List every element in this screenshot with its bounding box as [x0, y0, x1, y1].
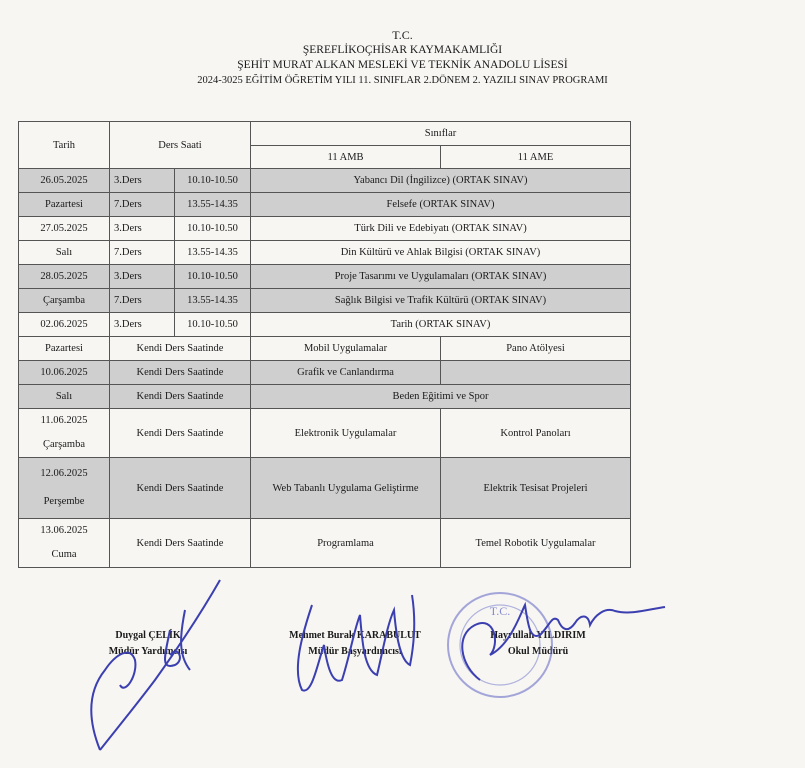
slot-cell: Kendi Ders Saatinde — [110, 385, 251, 409]
day-cell: Salı — [19, 241, 110, 265]
ame-exam-cell: Pano Atölyesi — [441, 337, 631, 361]
date-cell: 02.06.2025 — [19, 313, 110, 337]
time-cell: 13.55-14.35 — [175, 193, 251, 217]
day-cell: Salı — [19, 385, 110, 409]
ame-exam-cell: Kontrol Panoları — [441, 409, 631, 458]
exam-cell: Sağlık Bilgisi ve Trafik Kültürü (ORTAK SINAV) — [251, 289, 631, 313]
header-district: ŞEREFLİKOÇHİSAR KAYMAKAMLIĞI — [302, 44, 503, 56]
table-row — [19, 241, 631, 265]
document-header — [0, 28, 805, 88]
table-row — [19, 458, 631, 519]
header-program-title: 2024-3025 EĞİTİM ÖĞRETİM YILI 11. SINIFLAR 2.DÖNEM 2. YAZILI SINAV PROGRAMI — [197, 75, 608, 86]
signatory-name: Duygal ÇELİK — [115, 630, 181, 641]
time-cell: 13.55-14.35 — [175, 241, 251, 265]
slot-cell: Kendi Ders Saatinde — [110, 409, 251, 458]
period-cell: 7.Ders — [110, 193, 175, 217]
table-row — [19, 519, 631, 568]
header-tarih: Tarih — [19, 122, 110, 169]
table-row — [19, 313, 631, 337]
ame-exam-cell: Elektrik Tesisat Projeleri — [441, 458, 631, 519]
slot-cell: Kendi Ders Saatinde — [110, 458, 251, 519]
exam-cell: Türk Dili ve Edebiyatı (ORTAK SINAV) — [251, 217, 631, 241]
time-cell: 10.10-10.50 — [175, 265, 251, 289]
signature-3-ink — [440, 585, 670, 705]
time-cell: 10.10-10.50 — [175, 169, 251, 193]
exam-cell: Proje Tasarımı ve Uygulamaları (ORTAK SINAV) — [251, 265, 631, 289]
signature-1-ink — [60, 575, 240, 760]
period-cell: 3.Ders — [110, 169, 175, 193]
time-cell: 13.55-14.35 — [175, 289, 251, 313]
amb-exam-cell: Programlama — [251, 519, 441, 568]
signatory-title: Müdür Yardımcısı — [108, 646, 188, 657]
exam-schedule-table — [18, 121, 631, 568]
day-cell: Pazartesi — [19, 337, 110, 361]
slot-cell: Kendi Ders Saatinde — [110, 361, 251, 385]
exam-cell: Yabancı Dil (İngilizce) (ORTAK SINAV) — [251, 169, 631, 193]
ame-exam-cell: Temel Robotik Uygulamalar — [441, 519, 631, 568]
period-cell: 7.Ders — [110, 289, 175, 313]
signatory-title: Okul Müdürü — [507, 646, 569, 657]
table-row — [19, 361, 631, 385]
signatory-name: Hayrullah YILDIRIM — [490, 630, 586, 641]
ame-exam-cell — [441, 361, 631, 385]
table-row — [19, 265, 631, 289]
amb-exam-cell: Elektronik Uygulamalar — [251, 409, 441, 458]
date-day-cell: 13.06.2025 Cuma — [19, 519, 110, 568]
amb-exam-cell: Web Tabanlı Uygulama Geliştirme — [251, 458, 441, 519]
svg-text:T.C.: T.C. — [489, 604, 511, 618]
period-cell: 7.Ders — [110, 241, 175, 265]
exam-cell: Tarih (ORTAK SINAV) — [251, 313, 631, 337]
time-cell: 10.10-10.50 — [175, 313, 251, 337]
date-cell: 26.05.2025 — [19, 169, 110, 193]
date-day-cell: 11.06.2025 Çarşamba — [19, 409, 110, 458]
time-cell: 10.10-10.50 — [175, 217, 251, 241]
header-siniflar: Sınıflar — [251, 122, 631, 146]
exam-cell: Beden Eğitimi ve Spor — [251, 385, 631, 409]
header-class-ame: 11 AME — [441, 146, 631, 169]
day-cell: Pazartesi — [19, 193, 110, 217]
period-cell: 3.Ders — [110, 313, 175, 337]
header-class-amb: 11 AMB — [251, 146, 441, 169]
slot-cell: Kendi Ders Saatinde — [110, 337, 251, 361]
amb-exam-cell: Mobil Uygulamalar — [251, 337, 441, 361]
slot-cell: Kendi Ders Saatinde — [110, 519, 251, 568]
period-cell: 3.Ders — [110, 217, 175, 241]
table-row — [19, 169, 631, 193]
signatory-name: Mehmet Burak KARABULUT — [289, 630, 421, 641]
table-row — [19, 385, 631, 409]
header-school: ŞEHİT MURAT ALKAN MESLEKİ VE TEKNİK ANADOLU LİSESİ — [237, 59, 568, 71]
date-cell: 10.06.2025 — [19, 361, 110, 385]
date-day-cell: 12.06.2025 Perşembe — [19, 458, 110, 519]
header-ders-saati: Ders Saati — [110, 122, 251, 169]
exam-cell: Felsefe (ORTAK SINAV) — [251, 193, 631, 217]
table-row — [19, 409, 631, 458]
exam-cell: Din Kültürü ve Ahlak Bilgisi (ORTAK SINAV) — [251, 241, 631, 265]
date-cell: 27.05.2025 — [19, 217, 110, 241]
date-cell: 28.05.2025 — [19, 265, 110, 289]
signatory-title: Müdür Başyardımcısı — [308, 646, 402, 657]
table-row — [19, 193, 631, 217]
table-row — [19, 337, 631, 361]
amb-exam-cell: Grafik ve Canlandırma — [251, 361, 441, 385]
table-row — [19, 289, 631, 313]
header-tc: T.C. — [392, 28, 413, 42]
period-cell: 3.Ders — [110, 265, 175, 289]
day-cell: Çarşamba — [19, 289, 110, 313]
table-row — [19, 217, 631, 241]
signature-2-ink — [282, 585, 432, 700]
